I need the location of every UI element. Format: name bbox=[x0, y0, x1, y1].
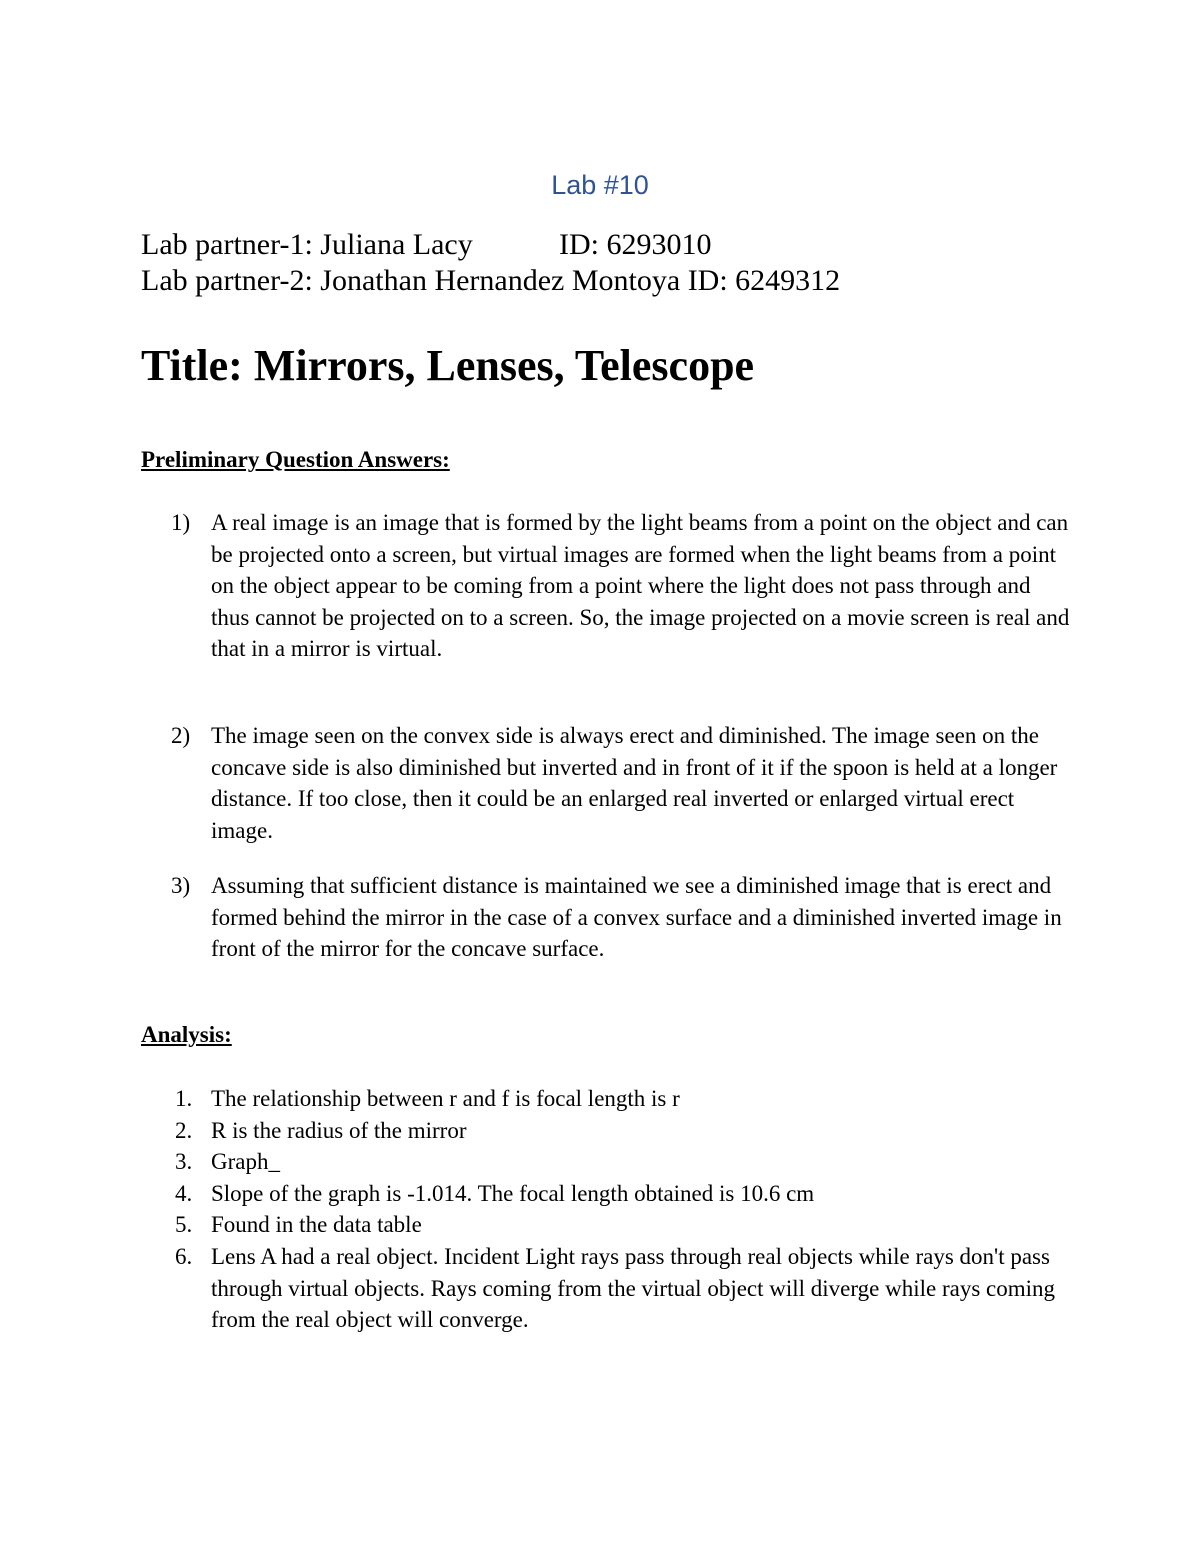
analysis-list bbox=[171, 1083, 1071, 1336]
preliminary-heading: Preliminary Question Answers: bbox=[141, 447, 450, 472]
list-item-text: Slope of the graph is -1.014. The focal length obtained is 10.6 cm bbox=[211, 1180, 815, 1206]
list-item bbox=[171, 1115, 1071, 1147]
lab-partner-2: Lab partner-2: Jonathan Hernandez Montoya ID: 6249312 bbox=[141, 264, 841, 297]
document-title: Title: Mirrors, Lenses, Telescope bbox=[141, 341, 755, 390]
answer-text: The image seen on the convex side is always erect and diminished. The image seen on the concave side is also diminished but inverted and in front of it if the spoon is held at a longer distance. If too close, then it could be an enlarged real inverted or enlarged virtual erect image. bbox=[211, 723, 1058, 843]
list-item-number: 5. bbox=[175, 1212, 193, 1238]
preliminary-answer bbox=[171, 720, 1071, 846]
answer-number: 3) bbox=[171, 873, 191, 898]
list-item-text: R is the radius of the mirror bbox=[211, 1117, 467, 1143]
lab-partner-1: Lab partner-1: Juliana Lacy bbox=[141, 228, 473, 261]
analysis-heading: Analysis: bbox=[141, 1022, 232, 1047]
answer-number: 1) bbox=[171, 510, 191, 535]
preliminary-answer bbox=[171, 507, 1071, 665]
answer-text: A real image is an image that is formed by the light beams from a point on the object and can be projected onto a screen, but virtual images are formed when the light beams from a point on the object appear to be coming from a point where the light does not pass through and thus cannot be projected on to a screen. So, the image projected on a movie screen is real and that in a mirror is virtual. bbox=[211, 510, 1070, 662]
list-item bbox=[171, 1146, 1071, 1178]
list-item-number: 1. bbox=[175, 1086, 193, 1111]
lab-partner-1-id: ID: 6293010 bbox=[559, 228, 712, 261]
list-item-number: 6. bbox=[175, 1243, 193, 1269]
list-item-text: Lens A had a real object. Incident Light rays pass through real objects while rays don't pass through virtual objects. Rays coming from the virtual object will diverge while rays coming from the real object will converge. bbox=[211, 1243, 1056, 1333]
list-item-text: The relationship between r and f is focal length is r bbox=[211, 1086, 680, 1111]
list-item-text: Found in the data table bbox=[211, 1212, 422, 1238]
answer-text: Assuming that sufficient distance is maintained we see a diminished image that is erect and formed behind the mirror in the case of a convex surface and a diminished inverted image in front of the mirror for the concave surface. bbox=[211, 873, 1062, 962]
list-item bbox=[171, 1083, 1071, 1115]
list-item-number: 4. bbox=[175, 1180, 193, 1206]
preliminary-answer bbox=[171, 870, 1071, 965]
lab-number-header: Lab #10 bbox=[551, 170, 649, 200]
list-item-number: 3. bbox=[175, 1149, 193, 1175]
list-item bbox=[171, 1178, 1071, 1210]
list-item bbox=[171, 1209, 1071, 1241]
list-item-text: Graph_ bbox=[211, 1149, 280, 1175]
list-item-number: 2. bbox=[175, 1117, 193, 1143]
answer-number: 2) bbox=[171, 723, 191, 748]
list-item bbox=[171, 1241, 1071, 1336]
